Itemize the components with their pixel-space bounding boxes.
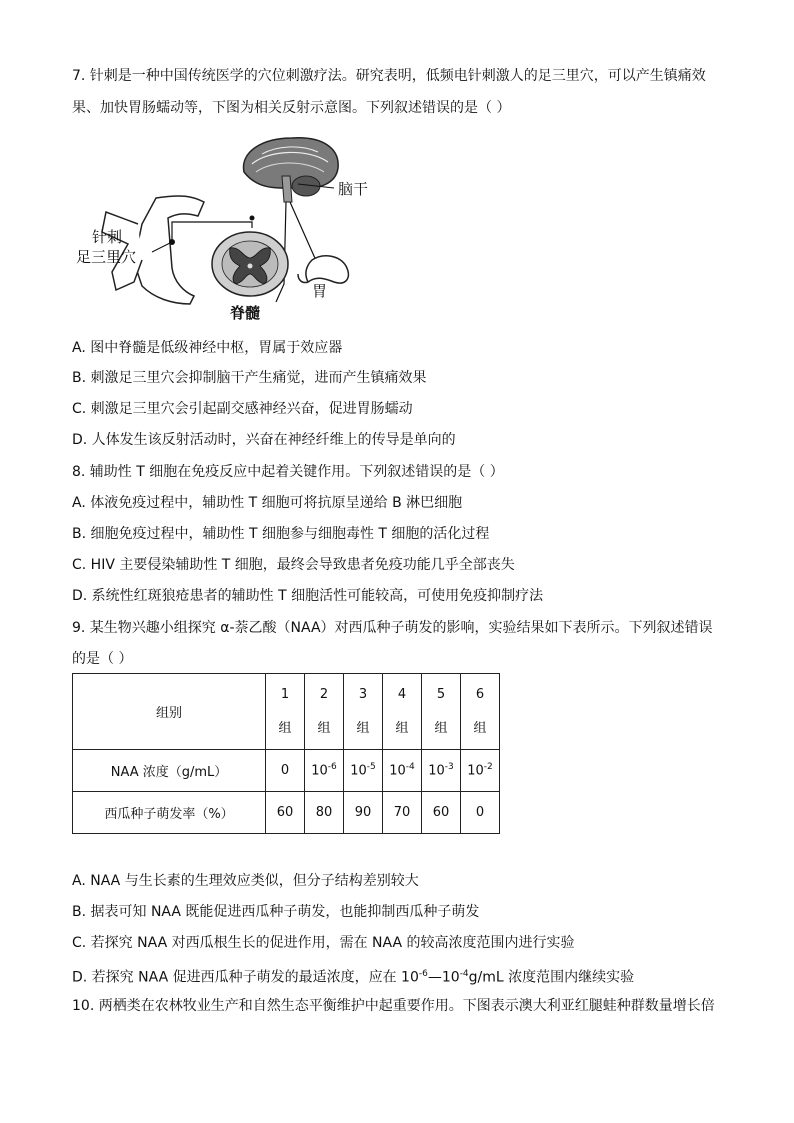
table-cell: $10^{-3}$ (422, 750, 461, 792)
q9-stem-line1: 9. 某生物兴趣小组探究 α-萘乙酸（NAA）对西瓜种子萌发的影响，实验结果如下表所示。下列叙述错误 (72, 620, 713, 636)
q9-option-b: B. 据表可知 NAA 既能促进西瓜种子萌发，也能抑制西瓜种子萌发 (72, 904, 480, 920)
table-header-germination: 西瓜种子萌发率（%） (73, 792, 266, 834)
table-group-cell: 1 组 (266, 674, 305, 750)
table-row-groups (73, 674, 500, 750)
table-group-cell: 5 组 (422, 674, 461, 750)
table-group-cell: 6 组 (461, 674, 500, 750)
naa-results-table (72, 673, 500, 834)
q9-stem-line2: 的是（ ） (72, 651, 133, 667)
table-cell: 80 (305, 792, 344, 834)
table-row-germination (73, 792, 500, 834)
table-cell: $10^{-4}$ (383, 750, 422, 792)
table-cell: $10^{-2}$ (461, 750, 500, 792)
q7-stem-line2: 果、加快胃肠蠕动等，下图为相关反射示意图。下列叙述错误的是（ ） (72, 100, 511, 116)
table-header-group: 组别 (73, 674, 266, 750)
label-acupuncture-1: 针刺 (92, 228, 123, 246)
table-cell: 90 (344, 792, 383, 834)
table-cell: 60 (266, 792, 305, 834)
q7-stem-line1: 7. 针刺是一种中国传统医学的穴位刺激疗法。研究表明，低频电针刺激人的足三里穴，可以产生镇痛效 (72, 68, 706, 84)
brainstem-shape (282, 176, 292, 202)
table-group-cell: 3 组 (344, 674, 383, 750)
q8-stem: 8. 辅助性 T 细胞在免疫反应中起着关键作用。下列叙述错误的是（ ） (72, 464, 504, 480)
table-group-cell: 2 组 (305, 674, 344, 750)
label-acupuncture-2: 足三里穴 (76, 248, 137, 266)
q7-option-a: A. 图中脊髓是低级神经中枢，胃属于效应器 (72, 340, 343, 356)
q8-option-d: D. 系统性红斑狼疮患者的辅助性 T 细胞活性可能较高，可使用免疫抑制疗法 (72, 588, 544, 604)
q9-option-c: C. 若探究 NAA 对西瓜根生长的促进作用，需在 NAA 的较高浓度范围内进行实验 (72, 935, 575, 951)
table-group-cell: 4 组 (383, 674, 422, 750)
q9-option-a: A. NAA 与生长素的生理效应类似，但分子结构差别较大 (72, 873, 419, 889)
table-cell: 0 (461, 792, 500, 834)
label-brainstem: 脑干 (338, 180, 369, 198)
q7-option-b: B. 刺激足三里穴会抑制脑干产生痛觉，进而产生镇痛效果 (72, 370, 427, 386)
reflex-arc-figure (72, 132, 392, 332)
table-cell: 0 (266, 750, 305, 792)
label-spinal-cord: 脊髓 (230, 304, 261, 322)
spinal-cord-section (212, 232, 288, 296)
q8-option-c: C. HIV 主要侵染辅助性 T 细胞，最终会导致患者免疫功能几乎全部丧失 (72, 557, 515, 573)
q7-option-d: D. 人体发生该反射活动时，兴奋在神经纤维上的传导是单向的 (72, 432, 456, 448)
table-cell: 70 (383, 792, 422, 834)
q7-option-c: C. 刺激足三里穴会引起副交感神经兴奋，促进胃肠蠕动 (72, 401, 413, 417)
table-cell: $10^{-6}$ (305, 750, 344, 792)
stomach-illustration (298, 256, 348, 283)
q10-stem-line1: 10. 两栖类在农林牧业生产和自然生态平衡维护中起重要作用。下图表示澳大利亚红腿蛙种群数量增长倍 (72, 998, 715, 1014)
q8-option-b: B. 细胞免疫过程中，辅助性 T 细胞参与细胞毒性 T 细胞的活化过程 (72, 526, 490, 542)
table-header-concentration: NAA 浓度（g/mL） (73, 750, 266, 792)
q8-option-a: A. 体液免疫过程中，辅助性 T 细胞可将抗原呈递给 B 淋巴细胞 (72, 495, 463, 511)
table-row-concentration (73, 750, 500, 792)
table-cell: $10^{-5}$ (344, 750, 383, 792)
label-stomach: 胃 (312, 282, 328, 300)
q9-option-d: D. 若探究 NAA 促进西瓜种子萌发的最适浓度，应在 $10^{-6}—10^{-4}g/mL$ 浓度范围内继续实验 (72, 969, 635, 986)
table-cell: 60 (422, 792, 461, 834)
